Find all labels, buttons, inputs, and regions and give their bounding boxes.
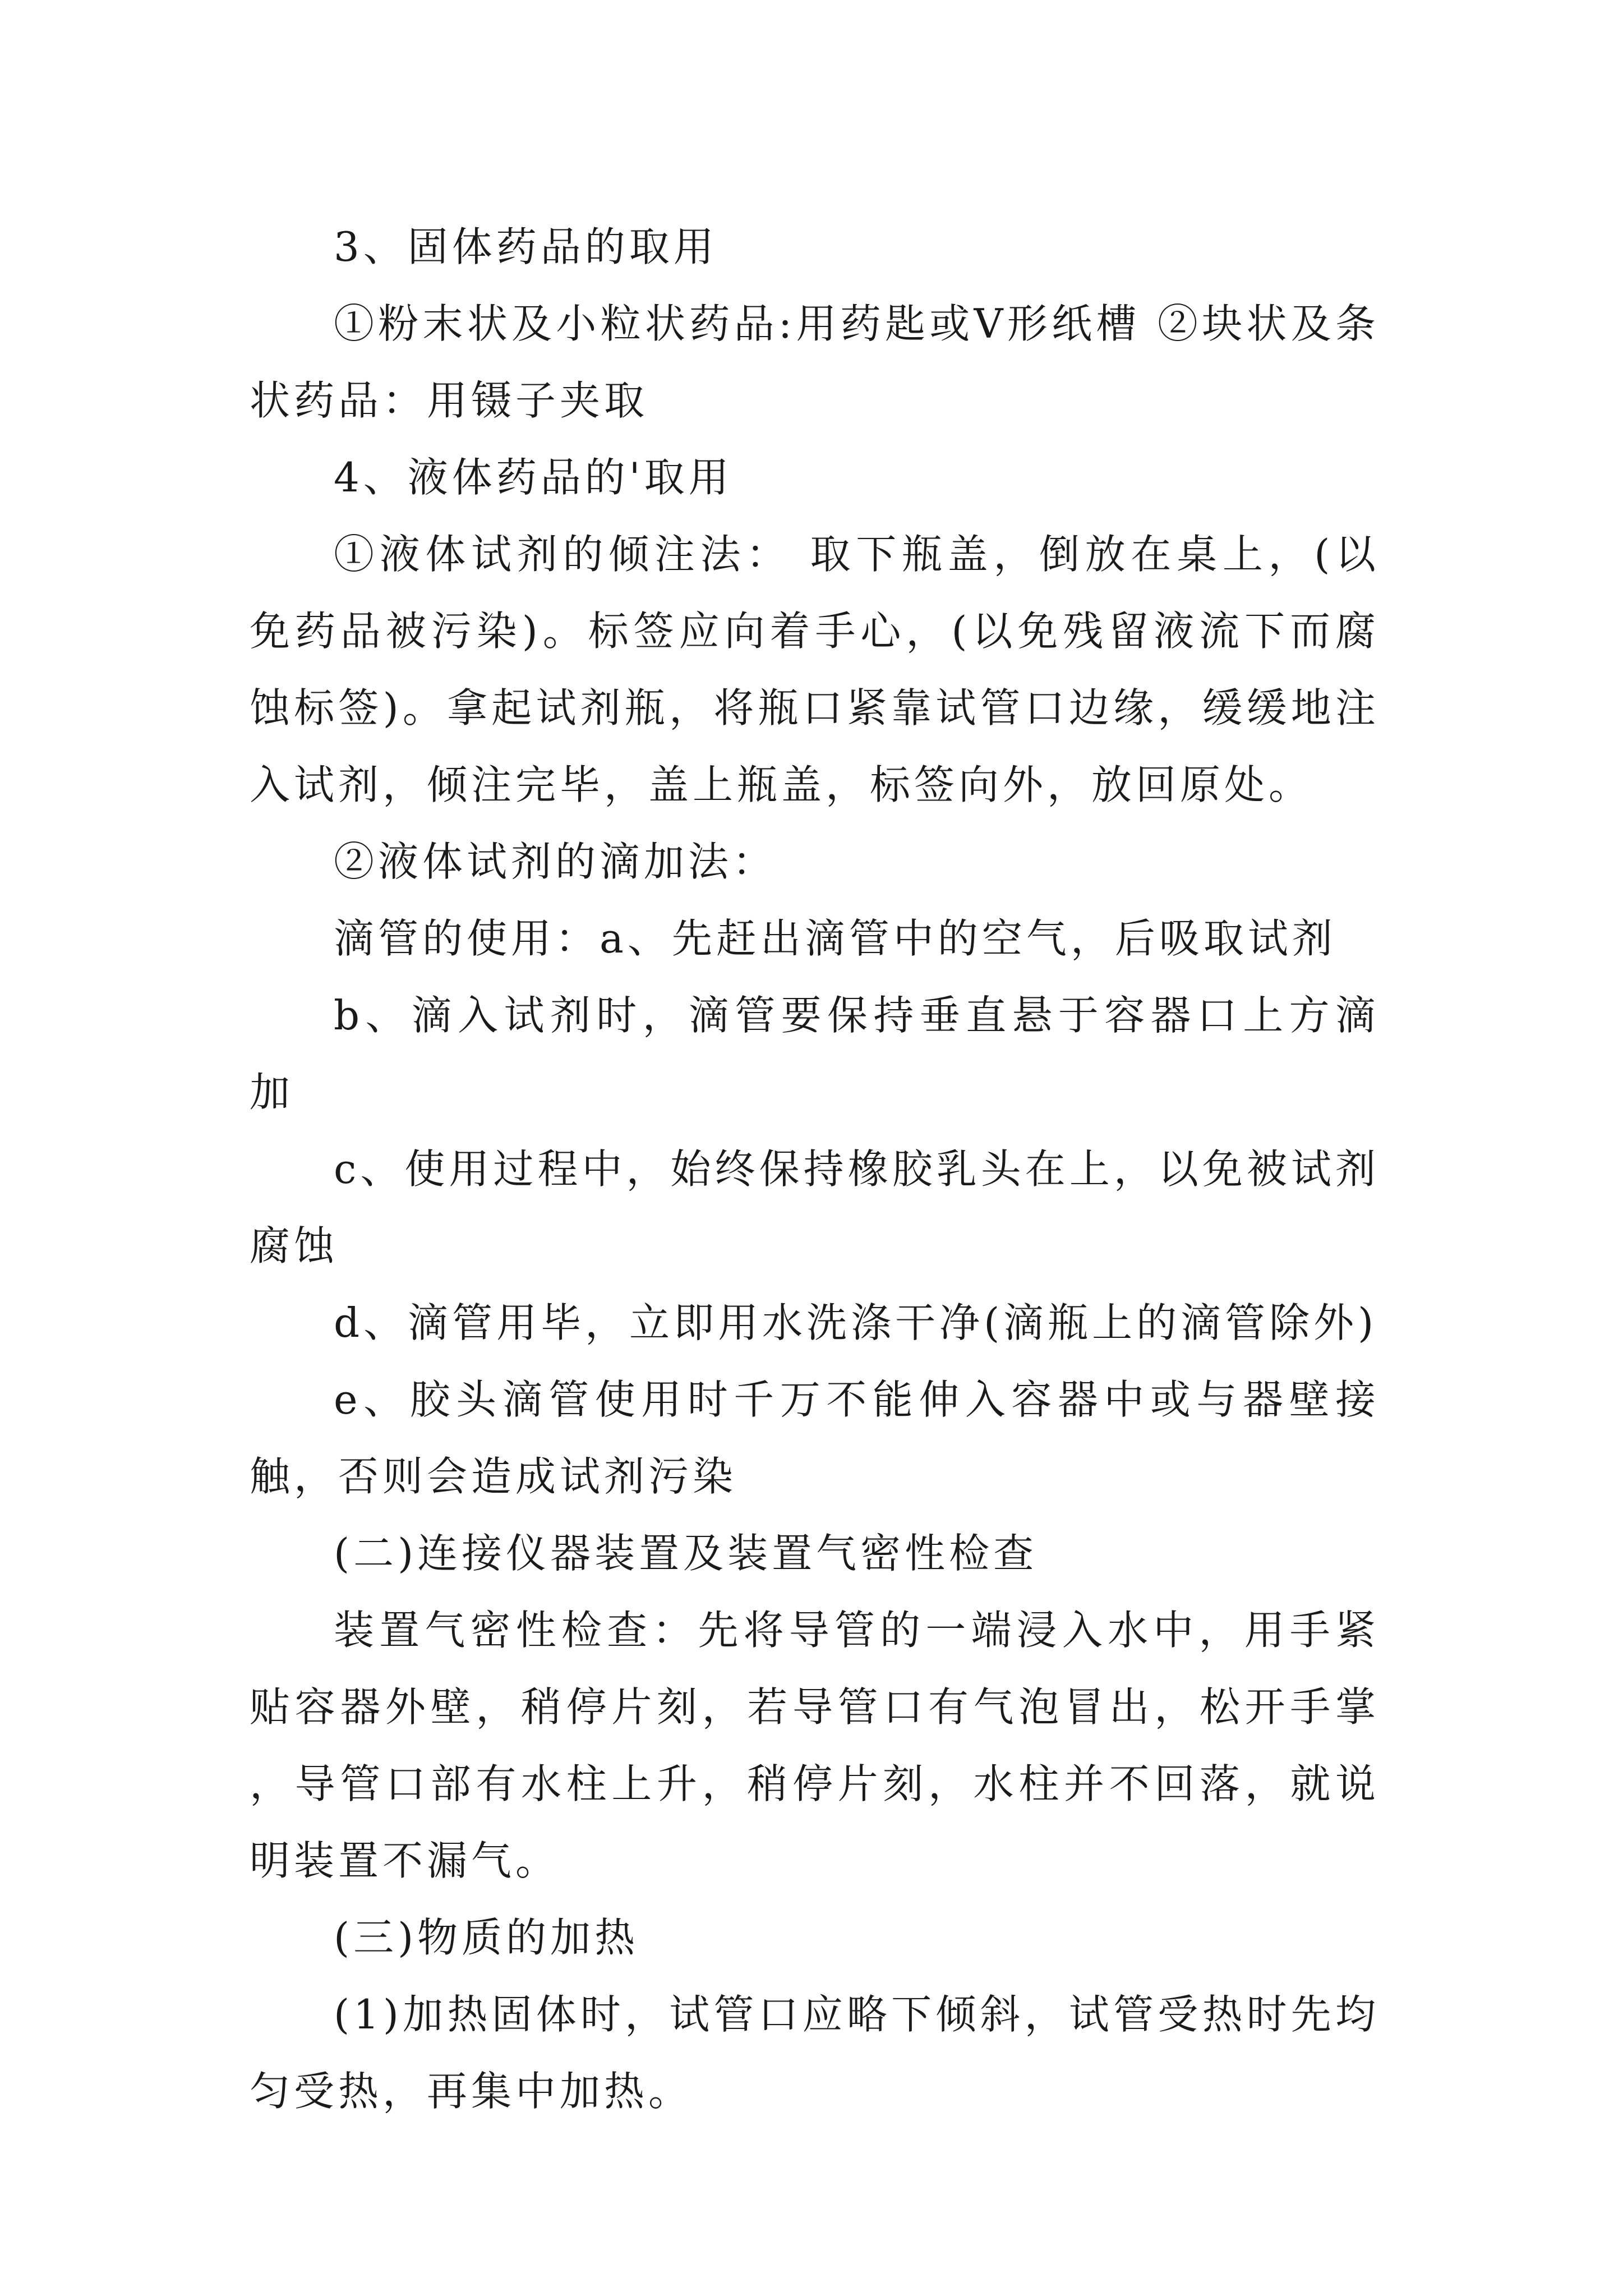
- heading-heating: (三)物质的加热: [334, 1914, 639, 1961]
- paragraph-heating-solids: (1)加热固体时，试管口应略下倾斜，试管受热时先均匀受热，再集中加热。: [250, 1991, 1380, 2115]
- heading-apparatus-airtightness: (二)连接仪器装置及装置气密性检查: [334, 1530, 1038, 1577]
- paragraph-dropper-d: d、滴管用毕，立即用水洗涤干净(滴瓶上的滴管除外): [334, 1299, 1378, 1346]
- paragraph-dropper-a: 滴管的使用：a、先赶出滴管中的空气，后吸取试剂: [334, 915, 1336, 962]
- paragraph-dropper-b: b、滴入试剂时，滴管要保持垂直悬于容器口上方滴加: [250, 992, 1380, 1116]
- paragraph-dropper-e: e、胶头滴管使用时千万不能伸入容器中或与器壁接触，否则会造成试剂污染: [250, 1376, 1380, 1500]
- heading-liquid-reagents: 4、液体药品的'取用: [334, 454, 733, 501]
- paragraph-pouring-method: ①液体试剂的倾注法： 取下瓶盖，倒放在桌上，(以免药品被污染)。标签应向着手心，(以免残留液流下而腐蚀标签)。拿起试剂瓶，将瓶口紧靠试管口边缘，缓缓地注入试剂，倾注完毕，盖上瓶盖，标签向外，放回原处。: [250, 531, 1380, 808]
- paragraph-airtightness-check: 装置气密性检查：先将导管的一端浸入水中，用手紧贴容器外壁，稍停片刻，若导管口有气泡冒出，松开手掌，导管口部有水柱上升，稍停片刻，水柱并不回落，就说明装置不漏气。: [250, 1607, 1380, 1884]
- document-body: [250, 209, 1380, 2130]
- paragraph-dropping-method: ②液体试剂的滴加法：: [334, 838, 777, 885]
- heading-solid-reagents: 3、固体药品的取用: [334, 223, 718, 270]
- paragraph-solid-method: ①粉末状及小粒状药品:用药匙或V形纸槽 ②块状及条状药品：用镊子夹取: [250, 300, 1380, 424]
- paragraph-dropper-c: c、使用过程中，始终保持橡胶乳头在上，以免被试剂腐蚀: [250, 1145, 1380, 1269]
